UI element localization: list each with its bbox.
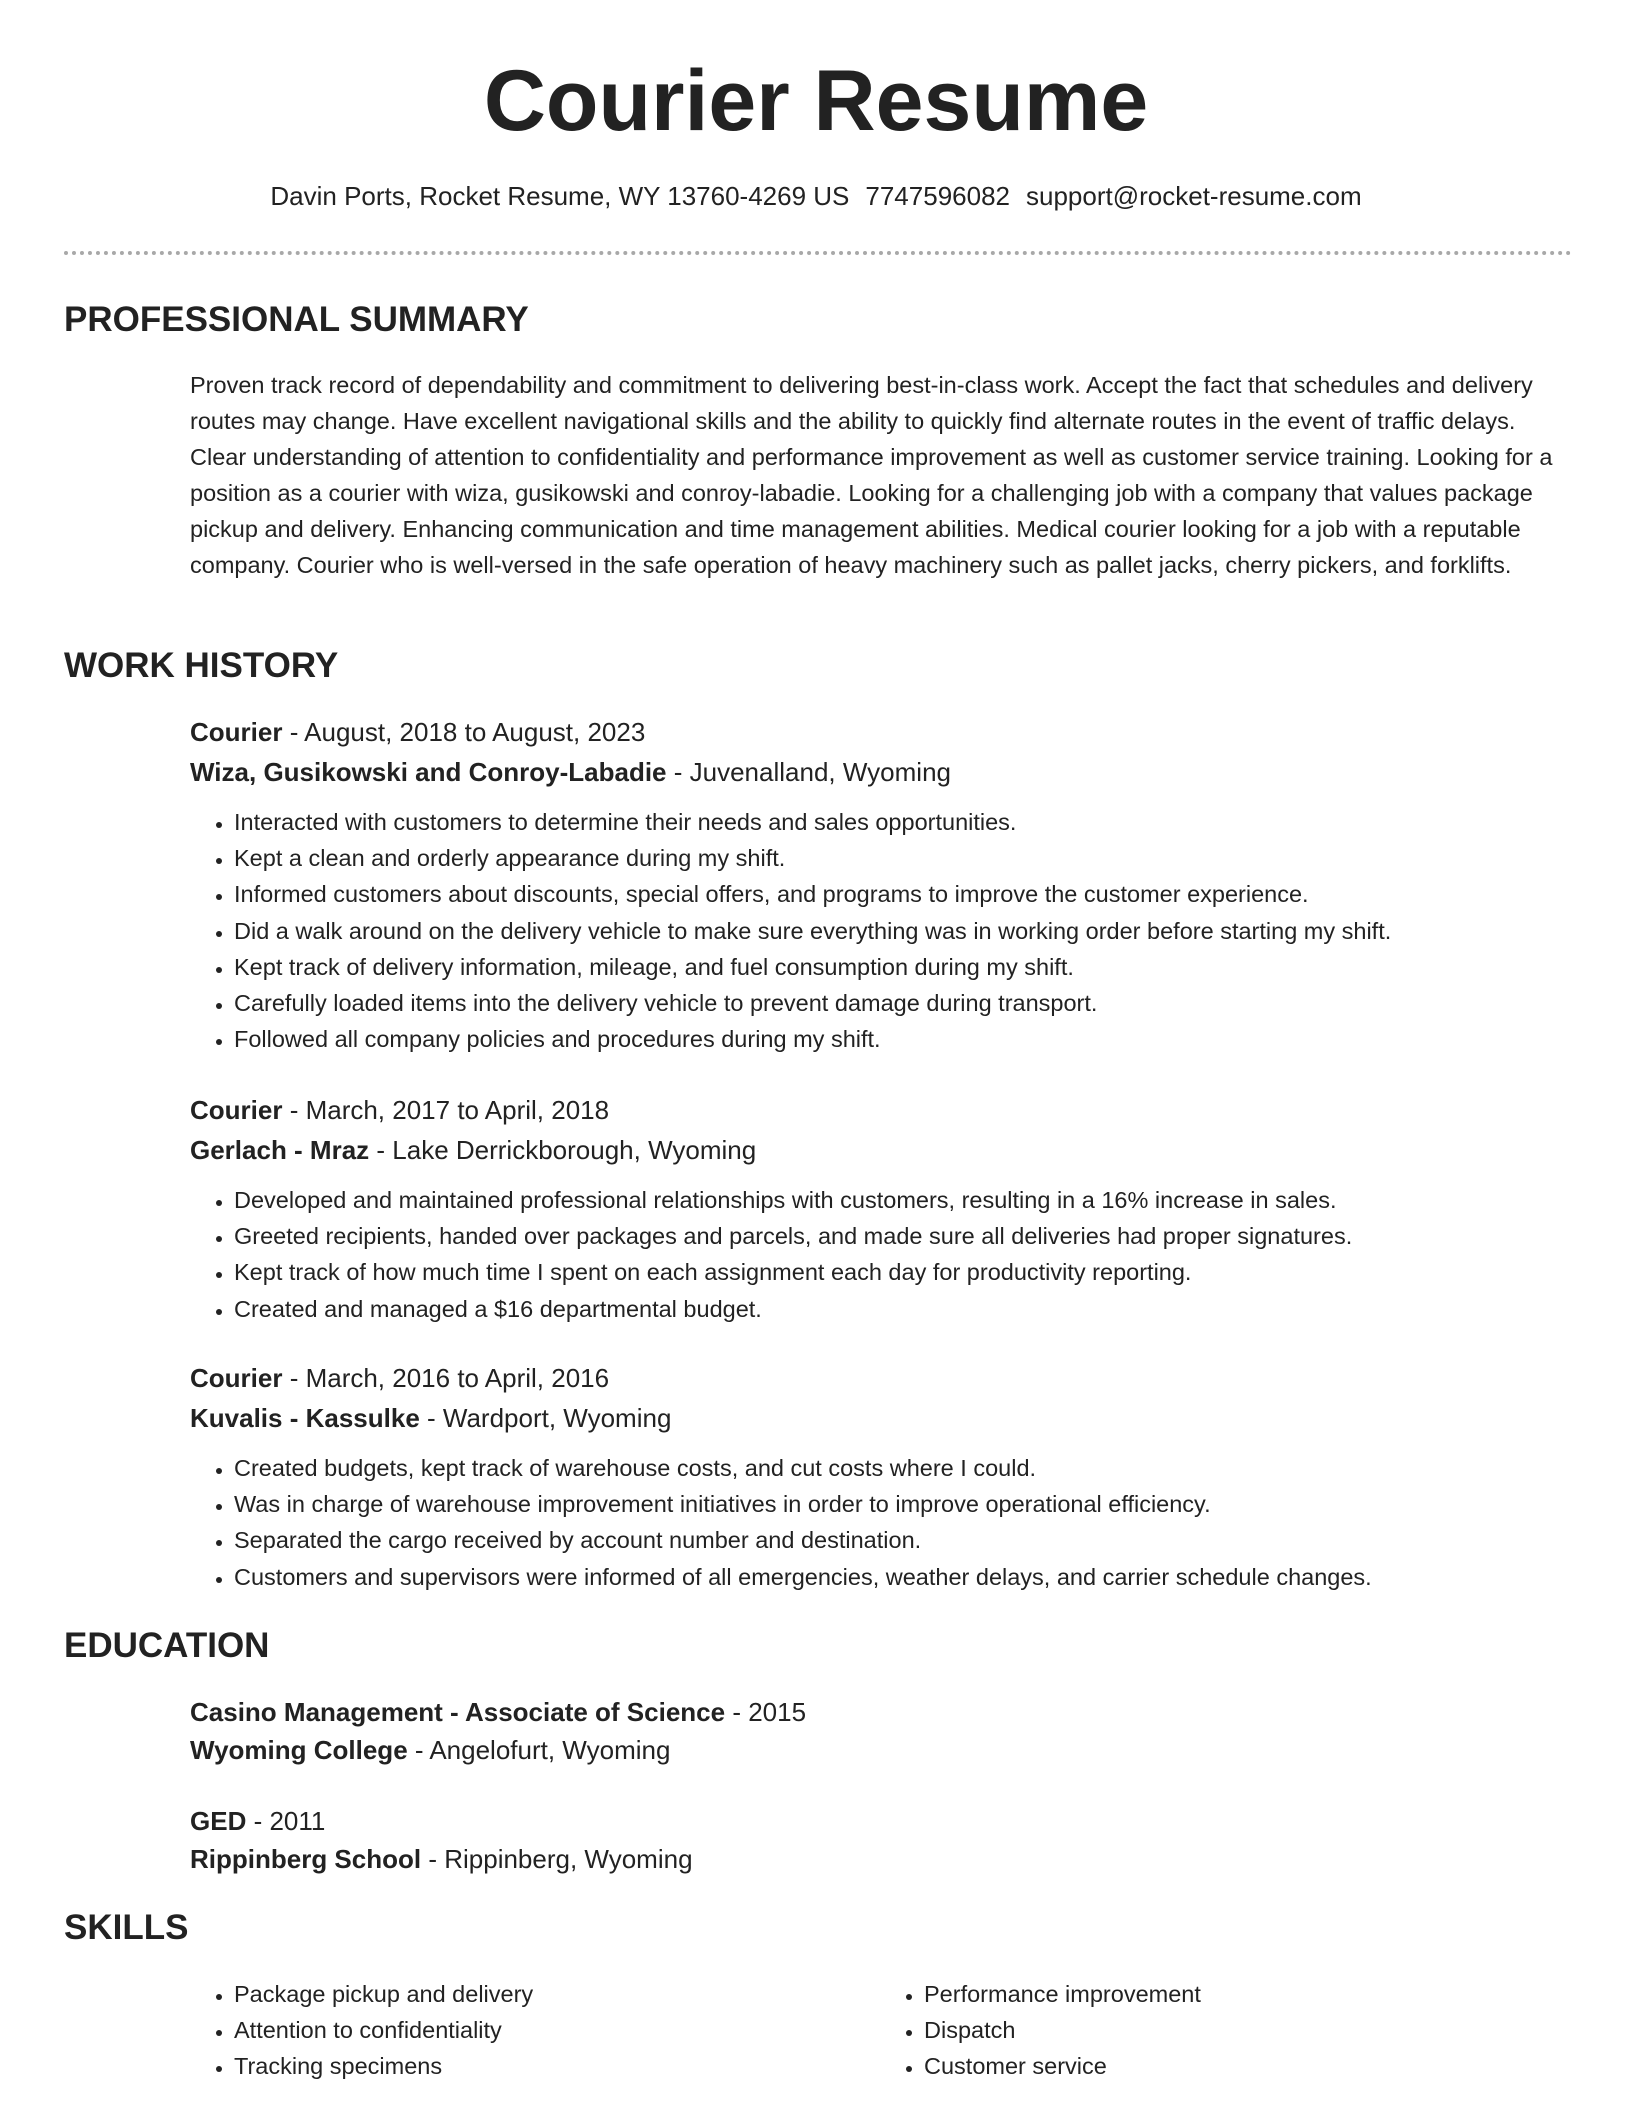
- skills-columns: [190, 1976, 1570, 2085]
- job-location: - Wardport, Wyoming: [419, 1403, 672, 1433]
- job-dates: - March, 2016 to April, 2016: [282, 1363, 610, 1393]
- list-item: • Was in charge of warehouse improvement initiatives in order to improve operational efficiency.: [234, 1486, 1570, 1522]
- work-history-heading: WORK HISTORY: [64, 646, 339, 685]
- job-entry-1: [190, 712, 1570, 1057]
- job-location: - Juvenalland, Wyoming: [666, 757, 951, 787]
- contact-address: Davin Ports, Rocket Resume, WY 13760-4269 US: [270, 181, 850, 211]
- degree: GED: [190, 1806, 247, 1836]
- job-entry-3: [190, 1358, 1570, 1595]
- contact-line: [0, 181, 1632, 212]
- job-dates: - August, 2018 to August, 2023: [282, 717, 646, 747]
- contact-email: support@rocket-resume.com: [1026, 181, 1362, 211]
- list-item: • Developed and maintained professional relationships with customers, resulting in a 16% increase in sales.: [234, 1182, 1570, 1218]
- school-location: - Rippinberg, Wyoming: [421, 1844, 693, 1874]
- job-company: Wiza, Gusikowski and Conroy-Labadie: [190, 757, 667, 787]
- summary-heading: PROFESSIONAL SUMMARY: [64, 300, 529, 339]
- skills-list-left: [190, 1976, 880, 2085]
- summary-text: Proven track record of dependability and commitment to delivering best-in-class work. Accept the fact that schedules and delivery routes may change. Have excellent navigational skills and the ability to quickly find alternate routes in the event of traffic delays. Clear understanding of attention to confidentiality and performance improvement as well as customer service training. Looking for a position as a courier with wiza, gusikowski and conroy-labadie. Looking for a challenging job with a company that values package pickup and delivery. Enhancing communication and time management abilities. Medical courier looking for a job with a reputable company. Courier who is well-versed in the safe operation of heavy machinery such as pallet jacks, cherry pickers, and forklifts.: [190, 372, 1553, 578]
- job-bullets: [190, 1450, 1570, 1595]
- list-item: • Dispatch: [924, 2012, 1570, 2048]
- job-location: - Lake Derrickborough, Wyoming: [369, 1135, 757, 1165]
- degree-line: [190, 1802, 1570, 1840]
- job-company-line: [190, 1398, 1570, 1438]
- list-item: • Package pickup and delivery: [234, 1976, 880, 2012]
- job-title-line: [190, 712, 1570, 752]
- list-item: • Kept track of delivery information, mileage, and fuel consumption during my shift.: [234, 949, 1570, 985]
- school: Wyoming College: [190, 1735, 408, 1765]
- resume-title: Courier Resume: [483, 53, 1149, 149]
- job-title: Courier: [190, 1363, 283, 1393]
- list-item: • Carefully loaded items into the delivery vehicle to prevent damage during transport.: [234, 985, 1570, 1021]
- list-item: • Followed all company policies and procedures during my shift.: [234, 1021, 1570, 1057]
- degree-year: - 2015: [725, 1697, 807, 1727]
- list-item: • Did a walk around on the delivery vehicle to make sure everything was in working order before starting my shift.: [234, 913, 1570, 949]
- skills-heading: SKILLS: [64, 1908, 189, 1947]
- list-item: • Performance improvement: [924, 1976, 1570, 2012]
- list-item: • Customer service: [924, 2048, 1570, 2084]
- degree-line: [190, 1693, 1570, 1731]
- list-item: • Tracking specimens: [234, 2048, 880, 2084]
- list-item: • Kept track of how much time I spent on each assignment each day for productivity reporting.: [234, 1254, 1570, 1290]
- job-dates: - March, 2017 to April, 2018: [282, 1095, 610, 1125]
- job-title: Courier: [190, 1095, 283, 1125]
- list-item: • Customers and supervisors were informed of all emergencies, weather delays, and carrier schedule changes.: [234, 1559, 1570, 1595]
- list-item: • Created and managed a $16 departmental budget.: [234, 1291, 1570, 1327]
- job-company: Gerlach - Mraz: [190, 1135, 370, 1165]
- list-item: • Created budgets, kept track of warehouse costs, and cut costs where I could.: [234, 1450, 1570, 1486]
- school-line: [190, 1731, 1570, 1769]
- job-title-line: [190, 1358, 1570, 1398]
- job-bullets: [190, 1182, 1570, 1327]
- school: Rippinberg School: [190, 1844, 422, 1874]
- education-entry-2: [190, 1802, 1570, 1878]
- job-company: Kuvalis - Kassulke: [190, 1403, 420, 1433]
- degree-year: - 2011: [246, 1806, 326, 1836]
- education-entry-1: [190, 1693, 1570, 1769]
- school-line: [190, 1840, 1570, 1878]
- list-item: • Interacted with customers to determine their needs and sales opportunities.: [234, 804, 1570, 840]
- degree: Casino Management - Associate of Science: [190, 1697, 726, 1727]
- job-title-line: [190, 1090, 1570, 1130]
- job-company-line: [190, 752, 1570, 792]
- job-bullets: [190, 804, 1570, 1057]
- job-entry-2: [190, 1090, 1570, 1327]
- list-item: • Greeted recipients, handed over packages and parcels, and made sure all deliveries had proper signatures.: [234, 1218, 1570, 1254]
- list-item: • Kept a clean and orderly appearance during my shift.: [234, 840, 1570, 876]
- list-item: • Separated the cargo received by account number and destination.: [234, 1522, 1570, 1558]
- job-title: Courier: [190, 717, 283, 747]
- list-item: • Informed customers about discounts, special offers, and programs to improve the customer experience.: [234, 876, 1570, 912]
- contact-phone: 7747596082: [865, 181, 1010, 211]
- job-company-line: [190, 1130, 1570, 1170]
- school-location: - Angelofurt, Wyoming: [407, 1735, 671, 1765]
- header-divider: [64, 251, 1572, 255]
- education-heading: EDUCATION: [64, 1626, 270, 1665]
- list-item: • Attention to confidentiality: [234, 2012, 880, 2048]
- skills-list-right: [880, 1976, 1570, 2085]
